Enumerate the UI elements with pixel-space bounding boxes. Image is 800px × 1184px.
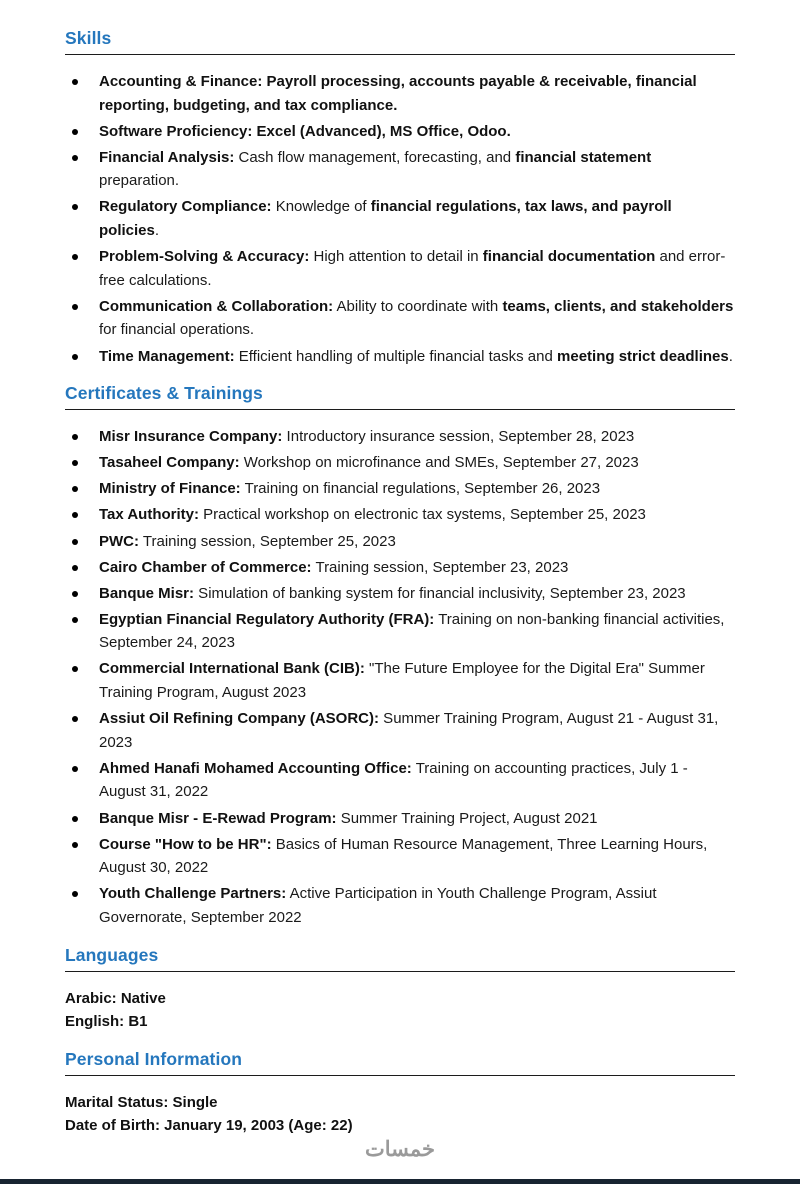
list-item xyxy=(65,503,735,527)
section-skills xyxy=(65,28,735,368)
bold-text: financial statement xyxy=(515,148,652,166)
body-text: Ability to coordinate with xyxy=(333,297,503,315)
bold-text: Communication & Collaboration: xyxy=(99,297,334,315)
section-title-languages: Languages xyxy=(65,944,159,965)
section-divider xyxy=(65,409,735,410)
body-text: Introductory insurance session, September 28, 2023 xyxy=(282,428,635,446)
body-text: Training on accounting practices, July 1 - August 31, 2022 xyxy=(99,759,688,801)
bold-text: Course "How to be HR": xyxy=(99,835,272,853)
list-item xyxy=(65,195,735,242)
bold-text: English: B1 xyxy=(65,1013,148,1031)
list-item xyxy=(65,657,735,704)
section-title-skills: Skills xyxy=(65,28,112,48)
list-item xyxy=(65,807,735,831)
bold-text: meeting strict deadlines xyxy=(557,347,729,365)
bullet-list-skills xyxy=(65,70,735,368)
body-text: preparation. xyxy=(99,172,180,190)
body-text: Basics of Human Resource Management, Three Learning Hours, August 30, 2022 xyxy=(99,835,708,877)
list-item xyxy=(65,833,735,880)
bold-text: Regulatory Compliance: xyxy=(99,198,272,216)
bold-text: financial documentation xyxy=(482,248,656,266)
list-item xyxy=(65,70,735,117)
body-text: Knowledge of xyxy=(271,198,371,216)
section-divider xyxy=(65,1075,735,1076)
bottom-bar xyxy=(0,1179,800,1184)
bold-text: Banque Misr - E-Rewad Program: xyxy=(99,809,337,827)
bold-text: financial regulations, tax laws, and payroll policies xyxy=(99,198,672,240)
watermark-text: خمسات xyxy=(364,1138,436,1161)
body-text: Summer Training Program, August 21 - August 31, 2023 xyxy=(99,710,719,751)
body-text: Summer Training Project, August 2021 xyxy=(336,809,598,827)
bold-text: Youth Challenge Partners: xyxy=(99,885,287,903)
list-item xyxy=(65,582,735,606)
info-line xyxy=(65,987,735,1011)
list-item xyxy=(65,556,735,580)
bold-text: Banque Misr: xyxy=(99,584,195,602)
body-text: Training session, September 23, 2023 xyxy=(311,558,569,576)
bold-text: Problem-Solving & Accuracy: xyxy=(99,248,310,266)
list-item xyxy=(65,295,735,342)
bold-text: Cairo Chamber of Commerce: xyxy=(99,558,312,576)
list-item xyxy=(65,451,735,475)
bullet-list-certificates xyxy=(65,425,735,929)
section-title-certificates: Certificates & Trainings xyxy=(65,383,263,404)
body-text: Training session, September 25, 2023 xyxy=(139,532,396,550)
list-item xyxy=(65,757,735,804)
list-item xyxy=(65,245,735,292)
body-text: Training on non-banking financial activities, September 24, 2023 xyxy=(99,610,725,652)
section-divider xyxy=(65,54,735,55)
bold-text: Ahmed Hanafi Mohamed Accounting Office: xyxy=(99,759,412,777)
resume-sections xyxy=(65,28,735,1138)
list-item xyxy=(65,530,735,554)
bold-text: Time Management: xyxy=(99,347,235,365)
bold-text: Ministry of Finance: xyxy=(99,480,241,498)
bold-text: Egyptian Financial Regulatory Authority (FRA): xyxy=(99,610,435,628)
bold-text: Software Proficiency: Excel (Advanced), MS Office, Odoo. xyxy=(99,122,511,140)
info-line xyxy=(65,1114,735,1138)
list-item xyxy=(65,707,735,754)
body-text: Workshop on microfinance and SMEs, September 27, 2023 xyxy=(239,454,639,472)
bold-text: Arabic: Native xyxy=(65,989,166,1007)
body-text: Cash flow management, forecasting, and xyxy=(234,148,516,166)
body-text: Practical workshop on electronic tax systems, September 25, 2023 xyxy=(199,506,646,524)
bold-text: Accounting & Finance: Payroll processing, accounts payable & receivable, financial reporting, budgeting, and tax compliance. xyxy=(99,73,697,114)
info-line xyxy=(65,1010,735,1034)
bold-text: Tasaheel Company: xyxy=(99,454,240,472)
body-text: Simulation of banking system for financial inclusivity, September 23, 2023 xyxy=(194,584,686,602)
bold-text: PWC: xyxy=(99,532,139,550)
bold-text: Assiut Oil Refining Company (ASORC): xyxy=(99,710,380,728)
body-text: for financial operations. xyxy=(99,321,255,339)
bold-text: Misr Insurance Company: xyxy=(99,428,283,446)
body-text: Training on financial regulations, September 26, 2023 xyxy=(240,480,601,498)
section-personal-information xyxy=(65,1049,735,1138)
list-item xyxy=(65,608,735,655)
bold-text: Marital Status: Single xyxy=(65,1093,218,1111)
list-item xyxy=(65,146,735,193)
body-text: . xyxy=(154,222,160,240)
bold-text: Tax Authority: xyxy=(99,506,199,524)
bold-text: Commercial International Bank (CIB): xyxy=(99,660,365,678)
bold-text: Date of Birth: January 19, 2003 (Age: 22) xyxy=(65,1117,353,1135)
section-languages xyxy=(65,945,735,1034)
list-item xyxy=(65,477,735,501)
body-text: Efficient handling of multiple financial tasks and xyxy=(234,347,558,365)
body-text: Active Participation in Youth Challenge Program, Assiut Governorate, September 2022 xyxy=(99,885,657,926)
list-item xyxy=(65,120,735,144)
list-item xyxy=(65,882,735,929)
bold-text: teams, clients, and stakeholders xyxy=(502,297,734,315)
body-text: . xyxy=(728,347,733,365)
section-title-personal-information: Personal Information xyxy=(65,1048,243,1069)
body-text: and error-free calculations. xyxy=(99,248,726,289)
list-item xyxy=(65,345,735,369)
body-text: High attention to detail in xyxy=(309,248,483,266)
section-certificates xyxy=(65,383,735,929)
section-divider xyxy=(65,971,735,972)
info-line xyxy=(65,1091,735,1115)
body-text: "The Future Employee for the Digital Era" Summer Training Program, August 2023 xyxy=(99,660,705,702)
list-item xyxy=(65,425,735,449)
bold-text: Financial Analysis: xyxy=(99,148,235,166)
